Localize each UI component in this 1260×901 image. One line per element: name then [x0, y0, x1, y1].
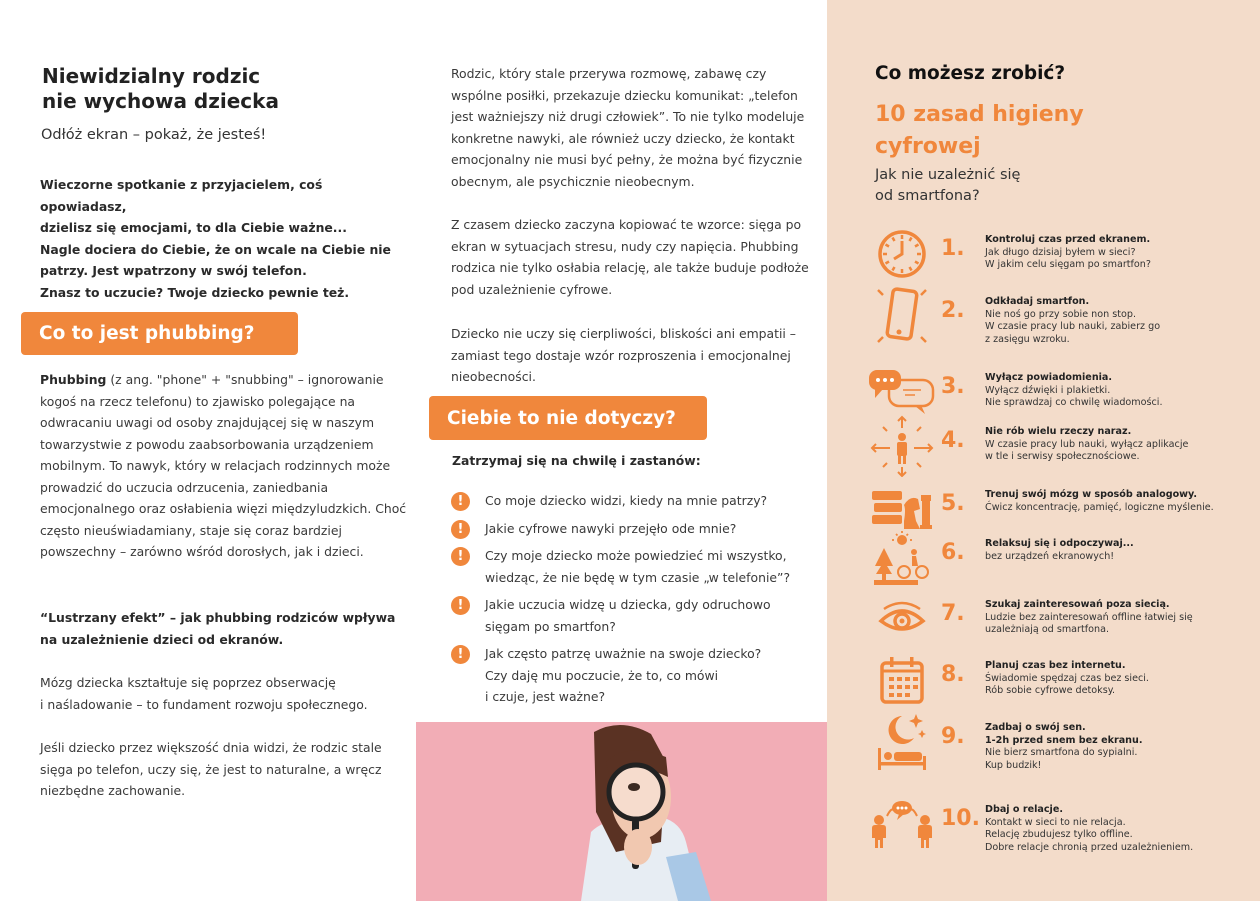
rule-item — [867, 364, 1257, 420]
rule-text — [985, 288, 1160, 346]
clock-icon — [867, 226, 937, 282]
mirror-effect-heading: “Lustrzany efekt” – jak phubbing rodziców wpływa na uzależnienie dzieci od ekranów. — [40, 610, 396, 647]
question-line: Jakie cyfrowe nawyki przejęło ode mnie? — [485, 520, 737, 536]
rule-title: Wyłącz powiadomienia. — [985, 372, 1113, 383]
rule-title: 1-2h przed snem bez ekranu. — [985, 734, 1143, 746]
rule-text — [985, 591, 1193, 637]
rule-number: 2. — [941, 298, 965, 323]
rule-line: bez urządzeń ekranowych! — [985, 550, 1115, 562]
left-column — [0, 0, 415, 901]
rule-number: 8. — [941, 662, 965, 687]
rule-text — [985, 364, 1163, 410]
rule-number: 4. — [941, 428, 965, 453]
tree-bike-icon — [867, 530, 937, 586]
question-list — [451, 490, 821, 714]
rules-subtitle — [875, 165, 1020, 207]
rule-title: Kontroluj czas przed ekranem. — [985, 234, 1151, 245]
rules-title-line: cyfrowej — [875, 134, 981, 159]
rule-line: Relację zbudujesz tylko offline. — [985, 829, 1133, 841]
rule-line: Nie bierz smartfona do sypialni. — [985, 747, 1138, 759]
rule-text — [985, 796, 1193, 854]
exclamation-icon: ! — [451, 520, 470, 539]
rule-item — [867, 652, 1257, 708]
phubbing-term: Phubbing — [40, 372, 107, 387]
rules-subtitle-line: od smartfona? — [875, 188, 980, 204]
list-item — [451, 518, 821, 540]
rule-line: Świadomie spędzaj czas bez sieci. — [985, 672, 1149, 684]
books-chess-icon — [867, 481, 937, 537]
exclamation-icon: ! — [451, 492, 470, 511]
rule-item — [867, 418, 1257, 474]
rule-number: 1. — [941, 236, 965, 261]
title-line: Niewidzialny rodzic — [42, 64, 261, 88]
rule-text — [985, 226, 1151, 272]
rule-text — [985, 530, 1134, 563]
rules-title — [875, 99, 1175, 163]
phubbing-banner: Co to jest phubbing? — [21, 312, 298, 355]
question-line: wiedząc, że nie będę w tym czasie „w telefonie”? — [485, 569, 791, 585]
intro-line: patrzy. Jest wpatrzony w swój telefon. — [40, 263, 307, 278]
phubbing-text: (z ang. "phone" + "snubbing" – ignorowanie kogoś na rzecz telefonu) to zjawisko polegające na odwracaniu uwagi od osoby znajdującej się w naszym towarzystwie z powodu zaabsorbowania urządzeniem mobilnym. To nawyk, który w relacjach rodzinnych może prowadzić do uczucia odrzucenia, zaniedbania emocjonalnego oraz osłabienia więzi międzyludzkich. Choć często nieuświadamiany, staje się coraz bardziej powszechny – zarówno wśród dorosłych, jak i dzieci. — [40, 372, 407, 559]
rule-line: w tle i serwisy społecznościowe. — [985, 451, 1140, 463]
if-child-paragraph: Jeśli dziecko przez większość dnia widzi, że rodzic stale sięga po telefon, uczy się, że jest to naturalne, a wręcz niezbędne zachowanie. — [40, 740, 382, 798]
rule-title: Zadbaj o swój sen. — [985, 722, 1086, 733]
chat-bubbles-icon — [867, 364, 937, 420]
exclamation-icon: ! — [451, 645, 470, 664]
rule-line: uzależniają od smartfona. — [985, 624, 1110, 636]
rule-number: 9. — [941, 724, 965, 749]
list-item — [451, 490, 821, 512]
question-line: Jakie uczucia widzę u dziecka, gdy odruchowo — [485, 597, 771, 612]
rule-text — [985, 652, 1149, 698]
question-line: Czy moje dziecko może powiedzieć mi wszystko, — [485, 548, 787, 563]
phubbing-definition — [40, 369, 410, 563]
rule-title: Relaksuj się i odpoczywaj... — [985, 538, 1134, 549]
rule-number: 7. — [941, 601, 965, 626]
question-line: Jak często patrzę uważnie na swoje dziecko? — [485, 646, 762, 661]
page-title — [42, 64, 279, 114]
exclamation-icon: ! — [451, 547, 470, 566]
question-line: i czuje, jest ważne? — [485, 689, 606, 704]
intro-text — [40, 174, 410, 303]
rule-line: Nie noś go przy sobie non stop. — [985, 308, 1137, 320]
rule-line: Dobre relacje chronią przed uzależnieniem. — [985, 841, 1194, 853]
person-arrows-icon — [867, 418, 937, 474]
rule-number: 6. — [941, 540, 965, 565]
what-can-you-do-heading: Co możesz zrobić? — [875, 63, 1066, 84]
moon-bed-icon — [867, 714, 937, 770]
list-item — [451, 545, 821, 588]
list-item — [451, 643, 821, 708]
right-panel — [827, 0, 1260, 901]
rule-line: z zasięgu wzroku. — [985, 333, 1070, 345]
rule-number: 5. — [941, 491, 965, 516]
brain-line: i naśladowanie – to fundament rozwoju społecznego. — [40, 696, 368, 712]
calendar-icon — [867, 652, 937, 708]
girl-with-magnifying-glass-illustration — [416, 722, 827, 901]
rule-line: W czasie pracy lub nauki, wyłącz aplikacje — [985, 438, 1189, 450]
title-line: nie wychowa dziecka — [42, 89, 279, 113]
middle-column — [415, 0, 827, 901]
rule-title: Odkładaj smartfon. — [985, 296, 1090, 307]
intro-line: Znasz to uczucie? Twoje dziecko pewnie też. — [40, 284, 350, 300]
rule-line: Wyłącz dźwięki i plakietki. — [985, 384, 1111, 396]
rule-text — [985, 418, 1188, 464]
empathy-paragraph: Dziecko nie uczy się cierpliwości, bliskości ani empatii – zamiast tego dostaje wzór rozproszenia i emocjonalnej nieobecności. — [451, 326, 796, 384]
question-line: Co moje dziecko widzi, kiedy na mnie patrzy? — [485, 493, 768, 508]
not-you-banner: Ciebie to nie dotyczy? — [429, 396, 707, 440]
rule-line: W czasie pracy lub nauki, zabierz go — [985, 321, 1161, 333]
page-subtitle: Odłóż ekran – pokaż, że jesteś! — [41, 127, 267, 143]
rule-title: Dbaj o relacje. — [985, 804, 1063, 815]
rule-item — [867, 226, 1257, 282]
rule-number: 10. — [941, 806, 980, 831]
copy-patterns-paragraph: Z czasem dziecko zaczyna kopiować te wzorce: sięga po ekran w sytuacjach stresu, nudy czy napięcia. Phubbing rodzica nie tylko osłabia relację, ale także buduje podłoże pod uzależnienie cyfrowe. — [451, 217, 809, 297]
intro-line: dzielisz się emocjami, to dla Ciebie ważne... — [40, 220, 347, 235]
question-line: Czy daję mu poczucie, że to, co mówi — [485, 667, 719, 683]
stop-heading: Zatrzymaj się na chwilę i zastanów: — [452, 453, 701, 468]
rule-line: Kontakt w sieci to nie relacja. — [985, 816, 1126, 828]
rule-item — [867, 530, 1257, 586]
exclamation-icon: ! — [451, 596, 470, 615]
rules-title-line: 10 zasad higieny — [875, 102, 1084, 127]
girl-magnifier-photo — [416, 722, 827, 901]
intro-line: Wieczorne spotkanie z przyjacielem, coś opowiadasz, — [40, 177, 323, 214]
rule-item — [867, 796, 1257, 854]
brain-line: Mózg dziecka kształtuje się poprzez obserwację — [40, 675, 336, 690]
rule-title: Trenuj swój mózg w sposób analogowy. — [985, 489, 1198, 500]
rule-line: Jak długo dzisiaj byłem w sieci? — [985, 246, 1136, 258]
brain-paragraph — [40, 672, 410, 715]
rule-text — [985, 481, 1214, 514]
smartphone-icon — [867, 288, 937, 344]
list-item — [451, 594, 821, 637]
rule-line: Kup budzik! — [985, 759, 1042, 771]
people-talking-icon — [867, 796, 937, 852]
rule-item — [867, 591, 1257, 647]
rule-number: 3. — [941, 374, 965, 399]
parent-paragraph: Rodzic, który stale przerywa rozmowę, zabawę czy wspólne posiłki, przekazuje dziecku komunikat: „telefon jest ważniejszy niż drugi człowiek”. To nie tylko modeluje konkretne nawyki, ale również uczy dziecko, że kontakt emocjonalny nie musi być pełny, że można być fizycznie obecnym, ale psychicznie nieobecnym. — [451, 66, 805, 189]
rule-line: Ćwicz koncentrację, pamięć, logiczne myślenie. — [985, 501, 1214, 513]
rule-item — [867, 288, 1257, 346]
rule-title: Szukaj zainteresowań poza siecią. — [985, 599, 1170, 610]
rule-title: Planuj czas bez internetu. — [985, 660, 1126, 671]
question-line: sięgam po smartfon? — [485, 618, 616, 634]
rule-title: Nie rób wielu rzeczy naraz. — [985, 426, 1132, 437]
eye-icon — [867, 591, 937, 647]
rule-item — [867, 714, 1257, 772]
rule-line: W jakim celu sięgam po smartfon? — [985, 259, 1151, 271]
rule-line: Nie sprawdzaj co chwilę wiadomości. — [985, 397, 1163, 409]
rules-subtitle-line: Jak nie uzależnić się — [875, 167, 1021, 183]
rule-text — [985, 714, 1142, 772]
rule-item — [867, 481, 1257, 537]
rule-line: Rób sobie cyfrowe detoksy. — [985, 685, 1116, 697]
rule-line: Ludzie bez zainteresowań offline łatwiej się — [985, 611, 1193, 623]
intro-line: Nagle dociera do Ciebie, że on wcale na Ciebie nie — [40, 241, 391, 257]
